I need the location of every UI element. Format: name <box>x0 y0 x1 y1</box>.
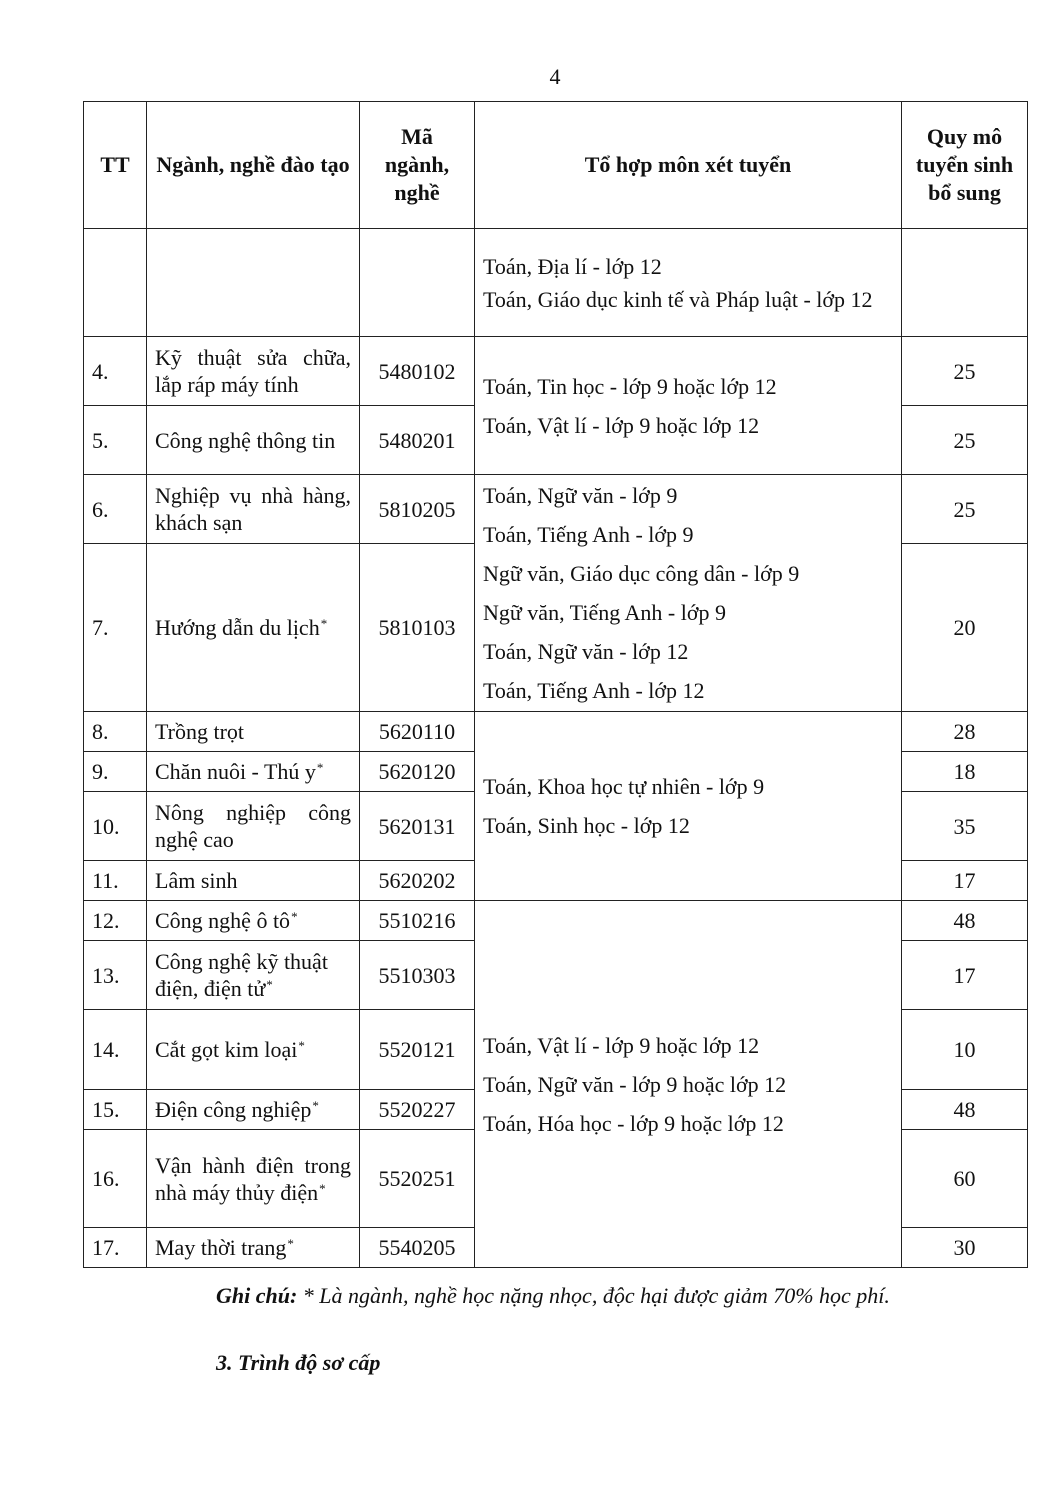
row-name-cell <box>147 1010 360 1090</box>
row-name-cell <box>147 1130 360 1228</box>
star-mark: * <box>298 1038 305 1053</box>
combo-line: Toán, Tin học - lớp 9 hoặc lớp 12 <box>483 373 777 399</box>
row-quota: 17 <box>902 861 1028 901</box>
star-mark: * <box>287 1236 294 1251</box>
table-row <box>84 337 1028 406</box>
row-quota: 25 <box>902 406 1028 475</box>
row-tt: 4. <box>84 337 147 406</box>
row-tt: 13. <box>84 941 147 1010</box>
combo-line: Ngữ văn, Giáo dục công dân - lớp 9 <box>483 561 800 586</box>
row-quota: 17 <box>902 941 1028 1010</box>
combo-line: Toán, Vật lí - lớp 9 hoặc lớp 12 <box>483 412 760 438</box>
row-quota: 20 <box>902 544 1028 712</box>
combo-line: Toán, Tiếng Anh - lớp 9 <box>483 522 694 547</box>
row-name: May thời trang <box>155 1235 287 1260</box>
row-quota: 25 <box>902 337 1028 406</box>
row-code: 5520227 <box>360 1090 475 1130</box>
row-quota: 60 <box>902 1130 1028 1228</box>
row-name: Kỹ thuật sửa chữa, lắp ráp máy tính <box>147 337 360 406</box>
row-code: 5480102 <box>360 337 475 406</box>
row-name: Cắt gọt kim loại <box>155 1037 298 1062</box>
row-code: 5520121 <box>360 1010 475 1090</box>
combo-line: Toán, Địa lí - lớp 12 <box>483 253 662 279</box>
star-mark: * <box>291 909 298 924</box>
row-name: Công nghệ ô tô <box>155 908 291 933</box>
table-row <box>84 901 1028 941</box>
row-quota: 48 <box>902 901 1028 941</box>
star-mark: * <box>316 760 324 775</box>
row-quota: 18 <box>902 752 1028 792</box>
row-name: Nông nghiệp công nghệ cao <box>147 792 360 861</box>
combo-line: Toán, Tiếng Anh - lớp 12 <box>483 678 705 703</box>
row-name-cell <box>147 1090 360 1130</box>
row-code: 5510216 <box>360 901 475 941</box>
row-name: Nghiệp vụ nhà hàng, khách sạn <box>147 475 360 544</box>
combo-line: Ngữ văn, Tiếng Anh - lớp 9 <box>483 600 726 625</box>
combo-line: Toán, Ngữ văn - lớp 9 <box>483 483 678 508</box>
row-tt: 10. <box>84 792 147 861</box>
row-code: 5540205 <box>360 1228 475 1268</box>
row-code: 5480201 <box>360 406 475 475</box>
table-row <box>84 475 1028 544</box>
row-name: Công nghệ kỹ thuật điện, điện tử <box>155 949 328 1001</box>
combo-line: Toán, Ngữ văn - lớp 12 <box>483 639 689 664</box>
row-name-cell <box>147 752 360 792</box>
combo-cell <box>475 337 902 475</box>
combo-line: Toán, Sinh học - lớp 12 <box>483 813 690 838</box>
row-code: 5510303 <box>360 941 475 1010</box>
header-combo: Tổ hợp môn xét tuyển <box>475 102 902 229</box>
row-code: 5620131 <box>360 792 475 861</box>
row-tt: 8. <box>84 712 147 752</box>
combo-cell <box>475 712 902 901</box>
table-row <box>84 712 1028 752</box>
admission-table <box>83 101 1028 1268</box>
row-quota: 25 <box>902 475 1028 544</box>
footnote-text: * Là ngành, nghề học nặng nhọc, độc hại được giảm 70% học phí. <box>297 1283 890 1308</box>
section-heading: 3. Trình độ sơ cấp <box>216 1350 381 1375</box>
row-name: Chăn nuôi - Thú y <box>155 759 316 784</box>
header-tt: TT <box>84 102 147 229</box>
row-name-cell <box>147 544 360 712</box>
row-name: Trồng trọt <box>147 712 360 752</box>
row-quota: 10 <box>902 1010 1028 1090</box>
combo-line: Toán, Hóa học - lớp 9 hoặc lớp 12 <box>483 1110 784 1136</box>
row-quota: 28 <box>902 712 1028 752</box>
combo-line: Toán, Vật lí - lớp 9 hoặc lớp 12 <box>483 1032 760 1058</box>
page-number: 4 <box>549 64 561 89</box>
header-code: Mã ngành, nghề <box>360 102 475 229</box>
row-tt: 6. <box>84 475 147 544</box>
combo-cell <box>475 475 902 712</box>
table-row-continued <box>84 229 1028 337</box>
row-code: 5620110 <box>360 712 475 752</box>
row-name-cell <box>147 941 360 1010</box>
table-header-row <box>84 102 1028 229</box>
row-quota: 48 <box>902 1090 1028 1130</box>
row-name: Hướng dẫn du lịch <box>155 615 320 640</box>
star-mark: * <box>266 977 273 992</box>
header-quota: Quy mô tuyển sinh bổ sung <box>902 102 1028 229</box>
header-name: Ngành, nghề đào tạo <box>147 102 360 229</box>
row-code: 5810103 <box>360 544 475 712</box>
row-quota: 35 <box>902 792 1028 861</box>
row-name: Điện công nghiệp <box>155 1097 312 1122</box>
star-mark: * <box>319 1180 326 1196</box>
row-code: 5620202 <box>360 861 475 901</box>
row-name: Vận hành điện trong nhà máy thủy điện <box>155 1152 351 1205</box>
row-name-cell <box>147 901 360 941</box>
row-tt: 12. <box>84 901 147 941</box>
row-tt: 15. <box>84 1090 147 1130</box>
row-tt: 5. <box>84 406 147 475</box>
star-mark: * <box>312 1098 319 1113</box>
row-name: Lâm sinh <box>147 861 360 901</box>
combo-cell <box>475 901 902 1268</box>
row-tt: 16. <box>84 1130 147 1228</box>
footnote <box>146 1280 976 1312</box>
row-tt: 9. <box>84 752 147 792</box>
row-tt: 11. <box>84 861 147 901</box>
row-tt: 14. <box>84 1010 147 1090</box>
footnote-label: Ghi chú: <box>216 1283 298 1308</box>
row-code: 5810205 <box>360 475 475 544</box>
row-tt: 7. <box>84 544 147 712</box>
combo-line: Toán, Ngữ văn - lớp 9 hoặc lớp 12 <box>483 1071 787 1097</box>
combo-line: Toán, Giáo dục kinh tế và Pháp luật - lớp 12 <box>483 286 873 312</box>
row-quota: 30 <box>902 1228 1028 1268</box>
star-mark: * <box>320 616 328 631</box>
row-tt: 17. <box>84 1228 147 1268</box>
row-name: Công nghệ thông tin <box>147 406 360 475</box>
row-name-cell <box>147 1228 360 1268</box>
row-code: 5620120 <box>360 752 475 792</box>
row-code: 5520251 <box>360 1130 475 1228</box>
combo-line: Toán, Khoa học tự nhiên - lớp 9 <box>483 774 765 799</box>
combo-cell <box>475 229 902 337</box>
